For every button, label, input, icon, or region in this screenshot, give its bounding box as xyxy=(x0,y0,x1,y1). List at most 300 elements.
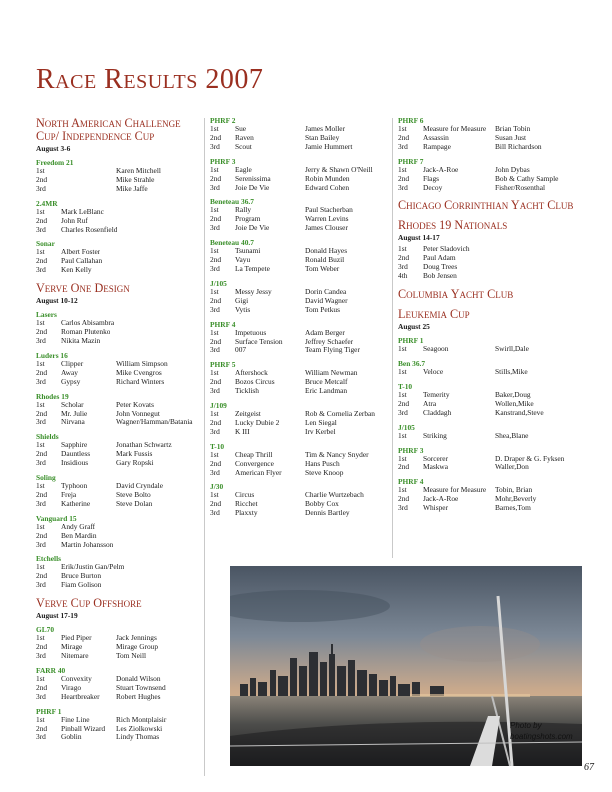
result-skipper: Jerry & Shawn O'Neill xyxy=(305,165,373,174)
result-skipper: Richard Winters xyxy=(116,377,165,386)
result-skipper: Team Flying Tiger xyxy=(305,346,360,355)
result-place: 2nd xyxy=(36,571,48,581)
result-name: Mike Strahle xyxy=(116,175,155,184)
result-boat: Zeitgeist xyxy=(235,410,261,419)
result-row xyxy=(398,391,582,400)
result-boat: Program xyxy=(235,215,261,224)
result-skipper: Tom Weber xyxy=(305,264,340,273)
result-row xyxy=(36,500,200,509)
result-boat: Joie De Vie xyxy=(235,183,270,192)
result-place: 1st xyxy=(398,389,407,399)
result-row xyxy=(398,134,582,143)
result-place: 1st xyxy=(210,286,219,296)
result-boat: Whisper xyxy=(423,504,449,513)
class-heading: FARR 40 xyxy=(36,665,66,675)
result-row xyxy=(398,184,582,193)
result-boat: Fine Line xyxy=(61,715,90,724)
result-place: 3rd xyxy=(210,345,220,355)
result-name: Albert Foster xyxy=(61,248,101,257)
class-heading: Freedom 21 xyxy=(36,158,74,167)
result-place: 2nd xyxy=(210,214,222,224)
result-boat: Goblin xyxy=(61,733,82,742)
result-name: Roman Plutenko xyxy=(61,328,111,337)
result-name: Mark LeBlanc xyxy=(61,207,104,216)
result-place: 3rd xyxy=(36,224,46,234)
result-skipper: Barnes,Tom xyxy=(495,504,531,513)
result-row xyxy=(36,401,200,410)
result-boat: Scholar xyxy=(61,400,84,409)
result-name: Carlos Abisambra xyxy=(61,319,115,328)
indent-spacer xyxy=(61,176,116,185)
result-place: 3rd xyxy=(398,141,408,151)
result-row xyxy=(210,509,392,518)
result-place: 1st xyxy=(398,124,407,133)
class-heading: Luders 16 xyxy=(36,350,68,360)
result-boat: Cheap Thrill xyxy=(235,450,273,459)
class-heading: T-10 xyxy=(398,381,413,391)
result-row xyxy=(398,125,582,134)
result-row xyxy=(36,257,200,266)
photo-credit-line-1: Photo by xyxy=(510,721,542,730)
result-boat: Decoy xyxy=(423,183,443,192)
result-skipper: Baker,Doug xyxy=(495,390,531,399)
result-place: 3rd xyxy=(398,262,408,272)
result-boat: Heartbreaker xyxy=(61,692,100,701)
result-row xyxy=(398,143,582,152)
result-place: 1st xyxy=(210,449,219,459)
result-place: 2nd xyxy=(398,253,410,263)
result-row xyxy=(36,441,200,450)
result-row xyxy=(210,387,392,396)
indent-spacer xyxy=(61,185,116,194)
result-place: 2nd xyxy=(210,255,222,265)
result-place: 1st xyxy=(36,318,45,328)
result-row xyxy=(210,306,392,315)
class-heading: 2.4MR xyxy=(36,198,58,208)
result-place: 1st xyxy=(398,244,407,254)
result-row xyxy=(210,247,392,256)
result-boat: Clipper xyxy=(61,359,84,368)
result-row xyxy=(210,369,392,378)
result-place: 3rd xyxy=(398,503,408,513)
class-heading: PHRF 5 xyxy=(210,360,236,370)
result-skipper: Mike Cvengros xyxy=(116,368,162,377)
result-name: Bob Jensen xyxy=(423,272,457,281)
result-skipper: Ronald Buzil xyxy=(305,256,345,265)
result-row xyxy=(36,167,200,176)
result-row xyxy=(210,346,392,355)
result-row xyxy=(210,329,392,338)
result-row xyxy=(36,410,200,419)
result-row xyxy=(210,428,392,437)
column-divider xyxy=(392,118,393,558)
result-boat: Joie De Vie xyxy=(235,224,270,233)
result-skipper: Swirll,Dale xyxy=(495,345,529,354)
result-row xyxy=(210,134,392,143)
result-row xyxy=(210,175,392,184)
result-place: 2nd xyxy=(398,398,410,408)
result-place: 2nd xyxy=(210,458,222,468)
result-skipper: Tim & Nancy Snyder xyxy=(305,450,369,459)
result-place: 2nd xyxy=(398,132,410,142)
class-heading: PHRF 3 xyxy=(210,156,236,166)
result-skipper: Bill Richardson xyxy=(495,142,542,151)
result-row xyxy=(36,482,200,491)
result-boat: Bozos Circus xyxy=(235,378,275,387)
class-heading: Lasers xyxy=(36,310,57,320)
result-skipper: William Newman xyxy=(305,369,358,378)
result-place: 1st xyxy=(210,246,219,256)
class-heading: PHRF 1 xyxy=(398,336,424,346)
result-place: 2nd xyxy=(36,256,48,266)
result-boat: Claddagh xyxy=(423,408,452,417)
class-heading: Shields xyxy=(36,432,59,442)
result-row xyxy=(210,184,392,193)
class-heading: PHRF 4 xyxy=(398,477,424,487)
result-boat: Nirvana xyxy=(61,418,85,427)
result-row xyxy=(210,491,392,500)
result-boat: Pinball Wizard xyxy=(61,724,106,733)
result-place: 1st xyxy=(210,205,219,215)
result-row xyxy=(210,451,392,460)
result-skipper: Brian Tobin xyxy=(495,125,531,133)
result-skipper: Mark Fussis xyxy=(116,450,153,459)
result-skipper: Tom Neill xyxy=(116,652,147,660)
result-place: 2nd xyxy=(36,642,48,652)
result-row xyxy=(210,288,392,297)
result-boat: Eagle xyxy=(235,165,252,174)
result-row xyxy=(398,254,582,263)
result-place: 1st xyxy=(210,124,219,133)
result-row xyxy=(210,166,392,175)
result-place: 2nd xyxy=(36,530,48,540)
result-row xyxy=(36,459,200,468)
result-row xyxy=(398,486,582,495)
result-boat: Seagoon xyxy=(423,345,449,354)
result-skipper: Tom Petkus xyxy=(305,305,341,314)
result-boat: Flags xyxy=(423,174,440,183)
result-boat: Tsunami xyxy=(235,247,261,256)
result-boat: Insidious xyxy=(61,459,89,468)
result-row xyxy=(36,378,200,387)
result-place: 2nd xyxy=(210,173,222,183)
result-row xyxy=(210,215,392,224)
result-boat: Impetuous xyxy=(235,328,267,337)
result-skipper: David Wagner xyxy=(305,296,348,305)
class-heading: T-10 xyxy=(210,441,225,451)
result-skipper: John Vonnegut xyxy=(116,409,160,418)
result-place: 3rd xyxy=(210,182,220,192)
result-row xyxy=(36,581,200,590)
class-heading: PHRF 2 xyxy=(210,116,236,125)
result-boat: American Flyer xyxy=(235,468,282,477)
result-place: 2nd xyxy=(36,449,48,459)
result-name: Andy Graff xyxy=(61,522,96,531)
result-skipper: Hans Pusch xyxy=(305,459,340,468)
result-skipper: Donald Wilson xyxy=(116,674,161,683)
result-place: 1st xyxy=(36,247,45,257)
result-skipper: Len Siegal xyxy=(305,418,337,427)
result-place: 3rd xyxy=(36,580,46,590)
class-heading: PHRF 7 xyxy=(398,156,424,166)
section-heading: Leukemia Cup xyxy=(398,307,470,322)
class-heading: J/30 xyxy=(210,482,224,492)
result-name: Nikita Mazin xyxy=(61,336,101,345)
event-dates: August 17-19 xyxy=(36,611,78,621)
result-skipper: Steve Knoop xyxy=(305,468,344,477)
result-row xyxy=(36,684,200,693)
class-heading: PHRF 6 xyxy=(398,116,424,125)
result-place: 1st xyxy=(210,164,219,174)
result-skipper: Warren Levins xyxy=(305,215,349,224)
result-row xyxy=(398,166,582,175)
result-name: Paul Callahan xyxy=(61,257,103,266)
result-place: 1st xyxy=(210,327,219,337)
class-heading: Soling xyxy=(36,473,56,483)
result-place: 3rd xyxy=(210,263,220,273)
class-heading: Sonar xyxy=(36,239,55,249)
result-place: 1st xyxy=(36,521,45,531)
result-row xyxy=(210,143,392,152)
result-place: 2nd xyxy=(36,367,48,377)
result-skipper: Jeffrey Schaefer xyxy=(305,337,354,346)
result-boat: Sorcerer xyxy=(423,454,449,463)
indent-spacer xyxy=(61,167,116,176)
result-place: 3rd xyxy=(36,335,46,345)
result-boat: Pied Piper xyxy=(61,634,92,643)
result-skipper: William Simpson xyxy=(116,359,168,368)
result-row xyxy=(36,716,200,725)
result-boat: Katherine xyxy=(61,499,91,508)
result-boat: Aftershock xyxy=(235,369,268,378)
result-row xyxy=(210,410,392,419)
class-heading: J/105 xyxy=(210,278,227,288)
result-skipper: Bruce Metcalf xyxy=(305,378,348,387)
result-row xyxy=(36,319,200,328)
result-name: Charles Rosenfield xyxy=(61,225,118,234)
result-place: 3rd xyxy=(210,223,220,233)
result-row xyxy=(398,432,582,441)
result-place: 1st xyxy=(36,673,45,683)
result-skipper: Shea,Blane xyxy=(495,431,529,440)
result-skipper: Charlie Wurtzebach xyxy=(305,491,364,500)
result-row xyxy=(210,419,392,428)
result-row xyxy=(36,634,200,643)
result-place: 1st xyxy=(398,430,407,440)
result-skipper: Paul Stacherban xyxy=(305,206,353,215)
section-heading: Verve Cup Offshore xyxy=(36,596,142,611)
result-place: 3rd xyxy=(36,458,46,468)
result-skipper: Rob & Cornelia Zerban xyxy=(305,410,375,419)
class-heading: J/105 xyxy=(398,422,415,432)
result-boat: Lucky Dubie 2 xyxy=(235,418,280,427)
result-skipper: Bobby Cox xyxy=(305,500,339,509)
result-place: 1st xyxy=(36,206,45,216)
result-place: 1st xyxy=(398,164,407,174)
result-skipper: Jamie Hummert xyxy=(305,142,353,151)
result-boat: Freja xyxy=(61,490,77,499)
result-boat: Ticklish xyxy=(235,387,259,396)
section-heading: Rhodes 19 Nationals xyxy=(398,218,508,233)
result-row xyxy=(36,733,200,742)
class-heading: Ben 36.7 xyxy=(398,358,426,368)
result-skipper: D. Draper & G. Fyksen xyxy=(495,454,565,463)
result-skipper: Les Ziolkowski xyxy=(116,724,163,733)
results-column-3 xyxy=(398,116,582,513)
result-place: 3rd xyxy=(36,183,46,193)
result-boat: Atra xyxy=(423,399,437,408)
result-row xyxy=(398,400,582,409)
result-skipper: Donald Hayes xyxy=(305,247,348,256)
result-row xyxy=(36,572,200,581)
result-place: 3rd xyxy=(210,467,220,477)
result-row xyxy=(36,491,200,500)
result-boat: Sapphire xyxy=(61,441,88,450)
result-skipper: Irv Kerbel xyxy=(305,427,336,436)
result-skipper: Jack Jennings xyxy=(116,634,157,643)
result-name: Paul Adam xyxy=(423,254,456,263)
result-boat: Vayu xyxy=(235,256,251,265)
result-skipper: Dennis Bartley xyxy=(305,509,350,518)
result-boat: Mirage xyxy=(61,643,83,652)
result-boat: Sue xyxy=(235,125,247,133)
result-row xyxy=(36,248,200,257)
result-name: Karen Mitchell xyxy=(116,167,161,175)
result-boat: Typhoon xyxy=(61,482,88,491)
result-boat: Rampage xyxy=(423,142,451,151)
result-boat: Virago xyxy=(61,683,82,692)
result-row xyxy=(398,245,582,254)
result-skipper: Bob & Cathy Sample xyxy=(495,174,559,183)
result-row xyxy=(36,337,200,346)
result-boat: Raven xyxy=(235,133,254,142)
result-skipper: Stuart Townsend xyxy=(116,683,166,692)
result-skipper: Steve Dolan xyxy=(116,499,153,508)
photo-credit xyxy=(510,720,573,742)
result-boat: Nitemare xyxy=(61,652,89,660)
result-boat: Gypsy xyxy=(61,377,81,386)
result-boat: Scout xyxy=(235,142,252,151)
result-skipper: Stan Bailey xyxy=(305,133,340,142)
result-place: 1st xyxy=(36,440,45,450)
result-boat: Plaxxty xyxy=(235,509,258,518)
result-place: 1st xyxy=(398,485,407,495)
result-name: Mike Jaffe xyxy=(116,184,148,193)
result-skipper: Robin Munden xyxy=(305,174,350,183)
result-skipper: Jonathan Schwartz xyxy=(116,441,172,450)
result-row xyxy=(36,266,200,275)
result-row xyxy=(36,652,200,661)
class-heading: PHRF 1 xyxy=(36,706,62,716)
result-place: 2nd xyxy=(36,489,48,499)
section-heading: Columbia Yacht Club xyxy=(398,287,514,302)
result-row xyxy=(36,541,200,550)
result-place: 3rd xyxy=(36,539,46,549)
result-name: Martin Johansson xyxy=(61,540,114,549)
result-place: 2nd xyxy=(210,377,222,387)
result-boat: Striking xyxy=(423,431,447,440)
result-row xyxy=(210,125,392,134)
result-boat: Messy Jessy xyxy=(235,287,272,296)
result-row xyxy=(36,185,200,194)
result-place: 2nd xyxy=(398,173,410,183)
event-dates: August 25 xyxy=(398,322,430,332)
section-heading: North American Challenge Cup/ Independence Cup xyxy=(36,116,181,143)
result-skipper: Wollen,Mike xyxy=(495,399,534,408)
result-skipper: Mohr,Beverly xyxy=(495,495,537,504)
result-place: 2nd xyxy=(398,494,410,504)
result-row xyxy=(398,272,582,281)
result-skipper: Gary Ropski xyxy=(116,459,154,468)
result-boat: Serenissima xyxy=(235,174,271,183)
result-row xyxy=(36,450,200,459)
result-place: 3rd xyxy=(398,182,408,192)
result-place: 3rd xyxy=(36,691,46,701)
result-boat: Jack-A-Roe xyxy=(423,495,459,504)
result-row xyxy=(36,369,200,378)
result-boat: Mr. Julie xyxy=(61,409,88,418)
result-row xyxy=(398,504,582,513)
result-row xyxy=(210,297,392,306)
class-heading: Beneteau 36.7 xyxy=(210,197,254,207)
result-boat: Surface Tension xyxy=(235,337,283,346)
column-divider xyxy=(204,118,205,776)
result-place: 3rd xyxy=(36,417,46,427)
result-place: 3rd xyxy=(36,376,46,386)
result-skipper: Stills,Mike xyxy=(495,367,528,376)
result-boat: Temerity xyxy=(423,390,450,399)
result-place: 1st xyxy=(210,490,219,500)
result-row xyxy=(398,345,582,354)
result-place: 2nd xyxy=(210,417,222,427)
result-row xyxy=(210,460,392,469)
result-row xyxy=(210,256,392,265)
result-row xyxy=(398,409,582,418)
result-place: 3rd xyxy=(210,386,220,396)
result-place: 4th xyxy=(398,271,408,281)
result-row xyxy=(36,563,200,572)
page-number: 67 xyxy=(584,762,594,773)
result-boat: Convergence xyxy=(235,459,274,468)
event-dates: August 10-12 xyxy=(36,296,78,306)
result-skipper: Fisher/Rosenthal xyxy=(495,183,546,192)
result-place: 1st xyxy=(36,399,45,409)
class-heading: Rhodes 19 xyxy=(36,391,69,401)
result-row xyxy=(398,463,582,472)
result-skipper: James Moller xyxy=(305,125,346,133)
result-row xyxy=(210,206,392,215)
class-heading: GL70 xyxy=(36,625,55,635)
class-heading: J/109 xyxy=(210,401,227,411)
result-skipper: Adam Berger xyxy=(305,328,345,337)
section-heading: Chicago Corrinthian Yacht Club xyxy=(398,198,574,213)
result-boat: La Tempete xyxy=(235,264,270,273)
result-boat: K III xyxy=(235,427,250,436)
result-skipper: David Cryndale xyxy=(116,482,163,491)
result-place: 1st xyxy=(398,344,407,354)
result-boat: Assassin xyxy=(423,133,449,142)
result-boat: Jack-A-Roe xyxy=(423,165,459,174)
result-place: 2nd xyxy=(36,327,48,337)
result-row xyxy=(36,217,200,226)
result-place: 2nd xyxy=(210,336,222,346)
result-place: 1st xyxy=(398,366,407,376)
result-row xyxy=(36,208,200,217)
result-row xyxy=(36,226,200,235)
results-column-1 xyxy=(36,116,200,742)
result-boat: Measure for Measure xyxy=(423,486,487,495)
result-place: 3rd xyxy=(398,407,408,417)
